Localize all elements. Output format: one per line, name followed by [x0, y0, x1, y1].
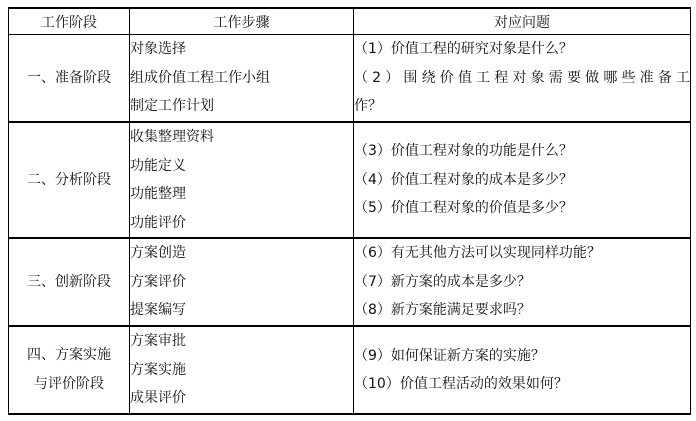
stage-label: 与评价阶段 — [34, 376, 104, 392]
steps-cell — [130, 326, 354, 414]
step-item: 功能整理 — [130, 186, 186, 202]
step-item: 组成价值工程工作小组 — [130, 69, 270, 86]
question-item: （10）价值工程活动的效果如何？ — [354, 376, 568, 392]
header-steps: 工作步骤 — [130, 8, 354, 35]
table-row — [9, 238, 691, 326]
step-item: 收集整理资料 — [130, 129, 214, 145]
stage-label: 三、创新阶段 — [27, 273, 111, 290]
steps-cell — [130, 35, 354, 123]
step-item: 方案审批 — [130, 333, 186, 350]
step-item: 方案评价 — [130, 273, 186, 290]
question-item: （2）围绕价值工程对象需要做哪些准备工 — [354, 69, 690, 86]
step-item: 提案编写 — [130, 302, 186, 319]
stage-cell — [9, 326, 130, 414]
question-item: （7）新方案的成本是多少？ — [354, 273, 531, 290]
step-item: 功能定义 — [130, 157, 186, 174]
stage-label: 四、方案实施 — [27, 347, 111, 363]
stage-label: 二、分析阶段 — [27, 171, 111, 188]
question-item: （9）如何保证新方案的实施？ — [354, 347, 545, 364]
question-item: （8）新方案能满足要求吗？ — [354, 302, 531, 319]
questions-cell — [354, 238, 691, 326]
step-item: 成果评价 — [130, 390, 186, 407]
value-engineering-stage-table — [8, 7, 691, 415]
question-item: （3）价值工程对象的功能是什么？ — [354, 143, 573, 160]
stage-cell — [9, 122, 130, 238]
table-row — [9, 122, 691, 238]
steps-cell — [130, 238, 354, 326]
step-item: 方案实施 — [130, 361, 186, 378]
table-header-row — [9, 8, 691, 35]
questions-cell — [354, 35, 691, 123]
header-questions: 对应问题 — [354, 8, 691, 35]
stage-cell — [9, 238, 130, 326]
question-item: （5）价值工程对象的价值是多少？ — [354, 200, 573, 217]
step-item: 方案创造 — [130, 245, 186, 262]
step-item: 功能评价 — [130, 214, 186, 231]
step-item: 对象选择 — [130, 41, 186, 58]
step-item: 制定工作计划 — [130, 98, 214, 115]
questions-cell — [354, 122, 691, 238]
question-item: （4）价值工程对象的成本是多少？ — [354, 171, 573, 188]
header-stage: 工作阶段 — [9, 8, 130, 35]
table-row — [9, 326, 691, 414]
steps-cell — [130, 122, 354, 238]
question-item: （1）价值工程的研究对象是什么？ — [354, 41, 573, 58]
stage-cell — [9, 35, 130, 123]
question-item: （6）有无其他方法可以实现同样功能？ — [354, 245, 601, 262]
question-item-continuation: 作？ — [354, 98, 382, 115]
stage-label: 一、准备阶段 — [27, 69, 111, 86]
table-row — [9, 35, 691, 123]
questions-cell — [354, 326, 691, 414]
